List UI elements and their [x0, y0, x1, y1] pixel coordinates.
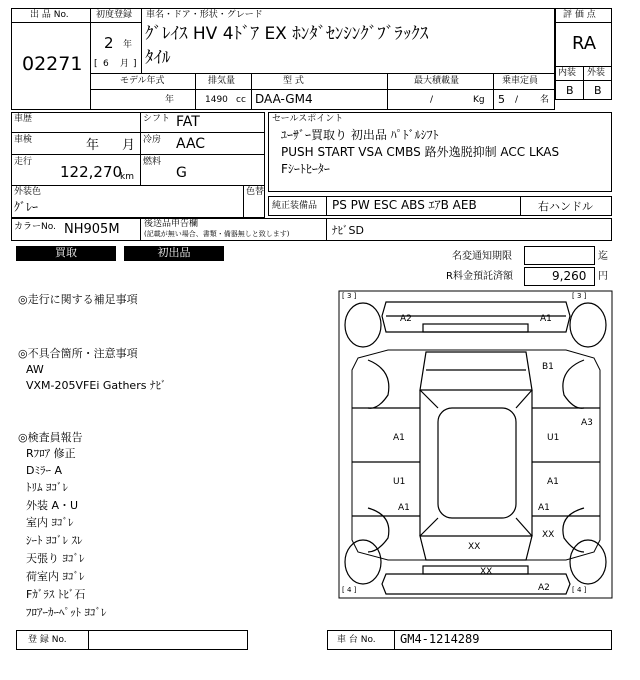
inspector-line-8: 荷室内 ﾖｺﾞﾚ — [26, 570, 85, 583]
inspector-line-9: Fｶﾞﾗｽ ﾄﾋﾞ石 — [26, 588, 86, 601]
recycle-label: R料金預託済額 — [446, 271, 513, 282]
mark-front-right: A1 — [540, 314, 552, 324]
mark-quarter-l: A1 — [398, 503, 410, 513]
car-name-line1: ｸﾞﾚｲｽ HV 4ﾄﾞｱ EX ﾎﾝﾀﾞｾﾝｼﾝｸﾞﾌﾞﾗｯｸｽ — [145, 24, 429, 44]
lot-label: 出 品 No. — [30, 10, 69, 20]
aftermarket-label: 後送品申告欄 — [144, 219, 199, 229]
name-change-label: 名変通知期限 — [452, 251, 512, 262]
inspector-line-7: 天張り ﾖｺﾞﾚ — [26, 552, 85, 565]
inspector-title: ◎検査員報告 — [18, 431, 83, 444]
inspector-line-10: ﾌﾛｱｰｶｰﾍﾟｯﾄ ﾖｺﾞﾚ — [26, 606, 107, 619]
mark-rear-bumper: XX — [480, 567, 493, 577]
inspector-line-2: Dﾐﾗｰ A — [26, 464, 62, 477]
car-name-line2: ﾀｲﾙ — [145, 48, 171, 68]
first-reg-month: 6 — [103, 59, 109, 69]
inspector-line-4: 外装 A・U — [26, 499, 79, 512]
inspector-line-1: Rﾌﾛｱ 修正 — [26, 447, 76, 460]
recycle-value: 9,260 — [552, 269, 587, 283]
inspection-label: 車検 — [14, 135, 33, 145]
mark-door-rl: U1 — [393, 477, 406, 487]
ac-label: 冷房 — [143, 135, 162, 145]
name-change-box — [524, 246, 595, 265]
mark-rear-r: XX — [542, 530, 555, 540]
capacity-value: 5 — [498, 93, 505, 106]
inspector-line-3: ﾄﾘﾑ ﾖｺﾞﾚ — [26, 481, 68, 494]
recycle-unit: 円 — [598, 271, 608, 282]
corner-label-br: [ 4 ] — [572, 586, 587, 594]
reg-no-label: 登 録 No. — [28, 635, 67, 645]
sales-line-1: ﾕｰｻﾞｰ買取り 初出品 ﾊﾟﾄﾞﾙｼﾌﾄ — [281, 128, 439, 142]
grade-label: 評 価 点 — [563, 10, 596, 20]
type-label: 型 式 — [283, 76, 304, 86]
ext-color-label: 外装色 — [14, 187, 42, 197]
mark-trunk: XX — [468, 542, 481, 552]
mark-quarter-r: A1 — [538, 503, 550, 513]
sales-line-2: PUSH START VSA CMBS 路外逸脱抑制 ACC LKAS — [281, 145, 560, 159]
ext-color-value: ｸﾞﾚｰ — [14, 200, 39, 214]
month-unit: 月 — [120, 59, 130, 69]
capacity-label: 乗車定員 — [502, 76, 539, 86]
capacity-sep: / — [515, 95, 519, 105]
details-table — [11, 112, 265, 218]
exterior-grade: B — [594, 84, 602, 97]
lot-number: 02271 — [22, 53, 83, 75]
corner-label-tl: [ 3 ] — [342, 292, 357, 300]
chassis-value: GM4-1214289 — [400, 632, 480, 646]
color-no-value: NH905M — [64, 222, 120, 237]
load-sep: / — [430, 95, 434, 105]
mark-rear-right: A2 — [538, 583, 550, 593]
displacement-label: 排気量 — [208, 76, 236, 86]
load-unit: Kg — [473, 95, 485, 105]
load-label: 最大積載量 — [414, 76, 460, 86]
steering-value: 右ハンドル — [538, 200, 593, 213]
equip-label: 純正装備品 — [272, 201, 318, 211]
model-year-label: モデル年式 — [120, 76, 165, 86]
fuel-label: 燃料 — [143, 157, 162, 167]
name-change-unit: 迄 — [598, 251, 608, 262]
equip-value: PS PW ESC ABS ｴｱB AEB — [332, 198, 477, 212]
interior-label: 内装 — [558, 68, 577, 78]
shift-value: FAT — [176, 114, 200, 130]
displacement-value: 1490 — [205, 95, 228, 105]
car-label: 車名・ドア・形状・グレード — [146, 10, 263, 20]
color-no-label: カラーNo. — [14, 222, 56, 232]
car-damage-diagram — [338, 290, 614, 600]
tag-first-listing: 初出品 — [124, 246, 224, 261]
history-label: 車歴 — [14, 114, 33, 124]
first-reg-year: 2 — [104, 34, 114, 52]
aftermarket-note: (記載が無い場合、書類・備器無しと致します) — [144, 230, 290, 238]
exterior-label: 外装 — [587, 68, 606, 78]
sales-point-label: セールスポイント — [272, 114, 344, 124]
interior-grade: B — [566, 84, 574, 97]
mark-door-fl: A1 — [393, 433, 405, 443]
sales-line-3: Fｼｰﾄﾋｰﾀｰ — [281, 162, 330, 176]
mileage-label: 走行 — [14, 157, 33, 167]
inspection-year-unit: 年 — [86, 138, 100, 153]
mark-door-rr: A1 — [547, 477, 559, 487]
mileage-value: 122,270 — [60, 163, 123, 181]
corner-label-bl: [ 4 ] — [342, 586, 357, 594]
ac-value: AAC — [176, 136, 206, 152]
defects-title: ◎不具合箇所・注意事項 — [18, 347, 138, 360]
year-unit: 年 — [123, 40, 133, 50]
defects-line-1: AW — [26, 363, 44, 376]
tag-buyback: 買取 — [16, 246, 116, 261]
chassis-label: 車 台 No. — [337, 635, 376, 645]
defects-line-2: VXM-205VFEi Gathers ﾅﾋﾞ — [26, 379, 167, 392]
displacement-unit: cc — [236, 95, 246, 105]
first-reg-label: 初度登録 — [96, 10, 133, 20]
mark-side-right: A3 — [581, 418, 593, 428]
supplement-title: ◎走行に関する補足事項 — [18, 293, 138, 306]
model-year-unit: 年 — [165, 95, 175, 105]
inspector-line-6: ｼｰﾄ ﾖｺﾞﾚ ｽﾚ — [26, 534, 83, 547]
mark-door-fr: U1 — [547, 433, 560, 443]
mark-fender-right: B1 — [542, 362, 554, 372]
options-value: ﾅﾋﾞSD — [332, 224, 364, 237]
fuel-value: G — [176, 165, 187, 181]
mileage-unit: km — [120, 172, 134, 182]
inspector-line-5: 室内 ﾖｺﾞﾚ — [26, 516, 74, 529]
color-change-label: 色替 — [246, 187, 265, 197]
inspection-month-unit: 月 — [122, 138, 136, 153]
corner-label-tr: [ 3 ] — [572, 292, 587, 300]
shift-label: シフト — [143, 114, 171, 124]
mark-front-left: A2 — [400, 314, 412, 324]
grade-value: RA — [572, 33, 597, 54]
type-value: DAA-GM4 — [255, 92, 313, 106]
capacity-unit: 名 — [540, 95, 550, 105]
